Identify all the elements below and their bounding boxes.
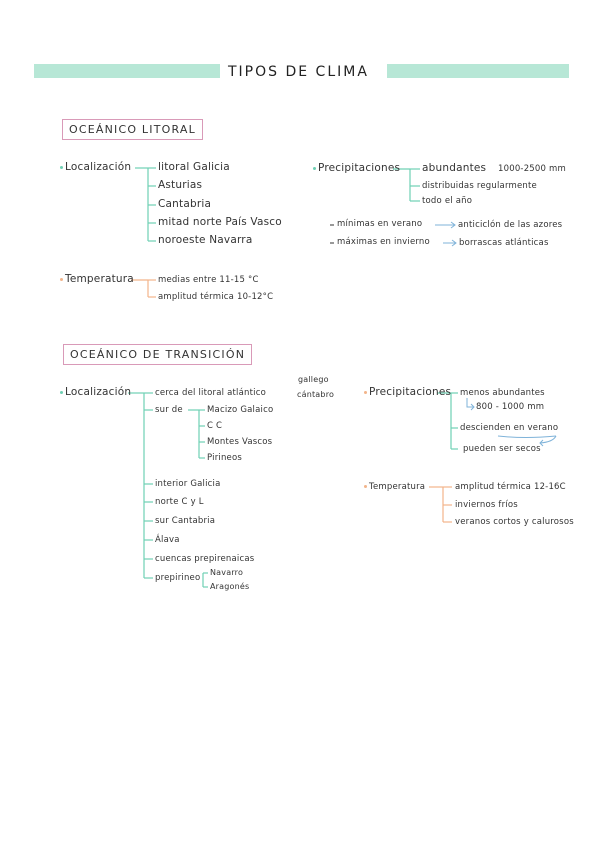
s2-prec-item: menos abundantes [460,388,545,398]
s2-loc-side-gallego: gallego [298,375,329,384]
s2-temperatura-label: Temperatura [364,482,425,492]
s2-temp-item: veranos cortos y calurosos [455,517,574,527]
bullet-icon [60,278,63,281]
s2-temp-item: inviernos fríos [455,500,518,510]
s2-sur-label: sur de [155,405,183,415]
s1-loc-item: Cantabria [158,198,212,210]
s2-loc-item: sur Cantabria [155,516,216,526]
bullet-icon [60,166,63,169]
bullet-icon [60,391,63,394]
s1-loc-item: noroeste Navarra [158,234,253,246]
s2-sur-item: Montes Vascos [207,437,273,447]
s2-prec-amount: 800 - 1000 mm [476,402,545,412]
s2-sur-item: C C [207,421,223,431]
s2-prepirineo-label: prepirineo [155,573,201,583]
s1-loc-item: Asturias [158,179,203,191]
s1-minimas-result: anticiclón de las azores [458,220,563,230]
s2-prec-note: pueden ser secos [463,444,541,454]
bullet-icon [313,167,316,170]
s1-temp-item: medias entre 11-15 °C [158,275,259,285]
s2-sur-item: Pirineos [207,453,243,463]
s1-maximas-text: máximas en invierno [337,237,430,247]
s1-localizacion-label: Localización [60,161,131,173]
s2-loc-item: Álava [155,535,180,545]
s2-precipitaciones-label: Precipitaciones [364,386,451,398]
s2-loc-item: interior Galicia [155,479,221,489]
s2-prec-item: descienden en verano [460,423,559,433]
s1-prec-amount: 1000-2500 mm [498,164,566,174]
s2-loc-item: cuencas prepirenaicas [155,554,255,564]
s1-temperatura-label: Temperatura [60,273,134,285]
s1-prec-item: todo el año [422,196,473,206]
s1-maximas-result: borrascas atlánticas [459,238,549,248]
s2-loc-first: cerca del litoral atlántico [155,388,266,398]
s1-prec-item: distribuidas regularmente [422,181,537,191]
s1-precipitaciones-label: Precipitaciones [313,162,400,174]
s2-prepirineo-item: Navarro [210,568,244,577]
s2-localizacion-label: Localización [60,386,131,398]
s1-loc-item: mitad norte País Vasco [158,216,282,228]
s2-sur-item: Macizo Galaico [207,405,274,415]
s1-loc-item: litoral Galicia [158,161,230,173]
bullet-icon [364,391,367,394]
s2-prepirineo-item: Aragonés [210,582,250,591]
s2-loc-item: norte C y L [155,497,204,507]
s2-temp-item: amplitud térmica 12-16C [455,482,566,492]
bullet-icon [364,485,367,488]
s1-minimas-text: mínimas en verano [337,219,423,229]
section-heading-oceanico-litoral: OCEÁNICO LITORAL [62,119,203,140]
section-heading-oceanico-transicion: OCEÁNICO DE TRANSICIÓN [63,344,252,365]
s2-loc-side-cantabro: cántabro [297,390,335,399]
page-title: TIPOS DE CLIMA [228,64,369,80]
s1-temp-item: amplitud térmica 10-12°C [158,292,274,302]
s1-prec-item: abundantes [422,162,487,174]
